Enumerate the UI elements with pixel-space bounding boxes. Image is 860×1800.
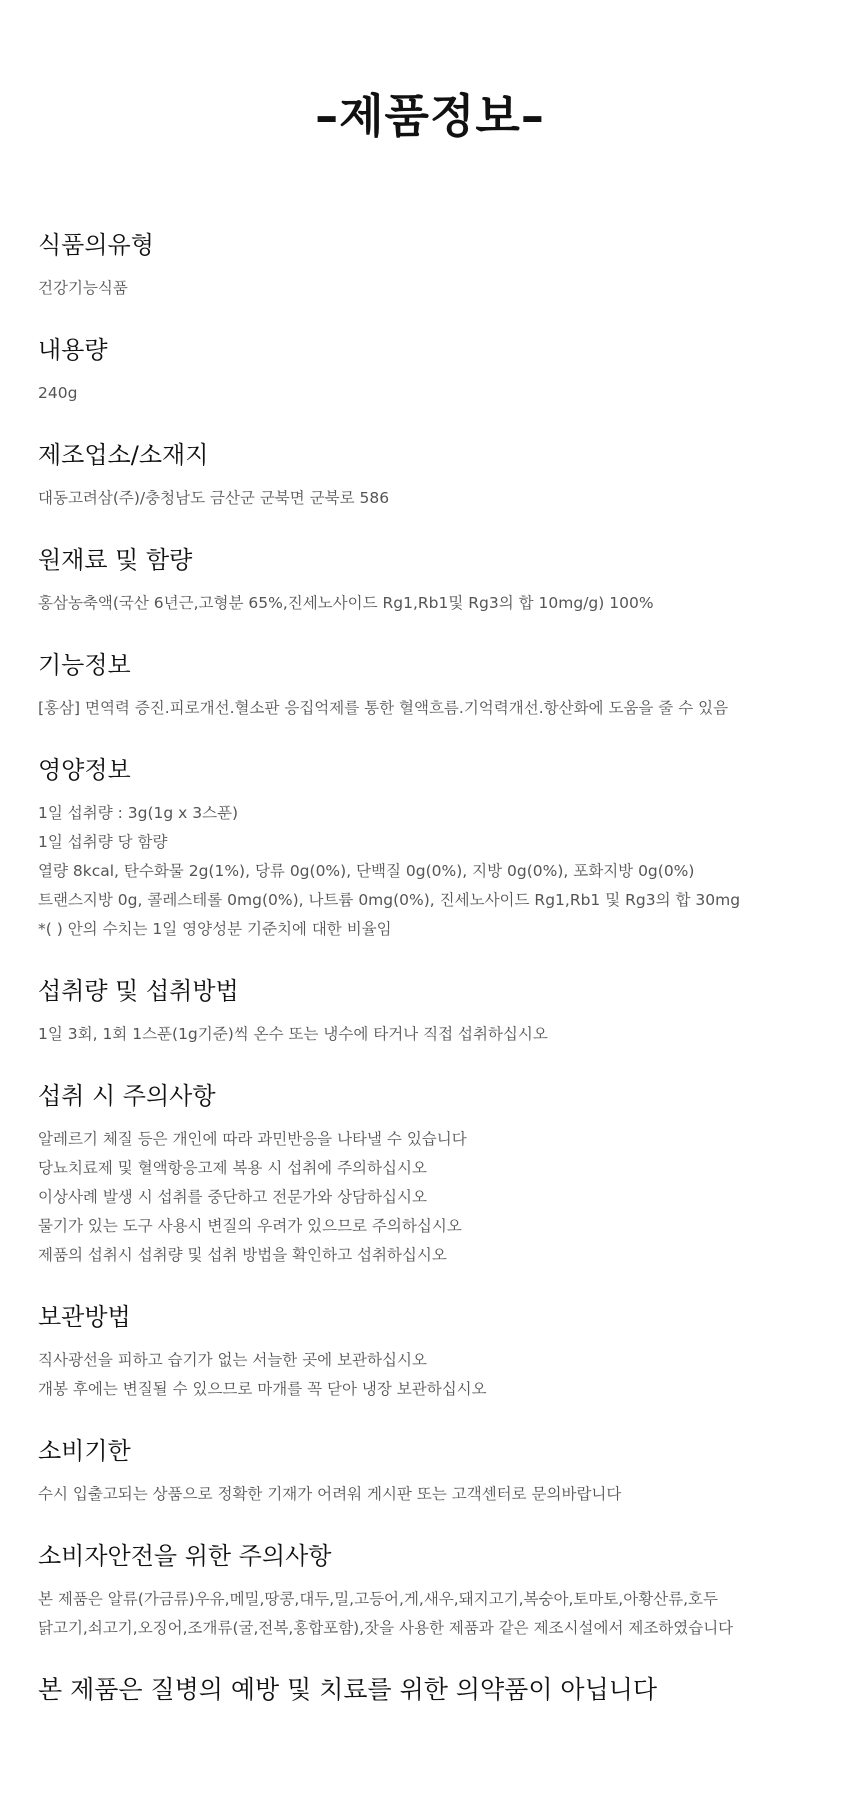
- section-text: 제품의 섭취시 섭취량 및 섭취 방법을 확인하고 섭취하십시오: [38, 1246, 447, 1264]
- section-function-info: [38, 648, 828, 723]
- section-text: 개봉 후에는 변질될 수 있으므로 마개를 꼭 닫아 냉장 보관하십시오: [38, 1380, 487, 1398]
- section-text: *( ) 안의 수치는 1일 영양성분 기준치에 대한 비율임: [38, 920, 392, 938]
- info-sections: [38, 228, 828, 1673]
- disclaimer-note: 본 제품은 질병의 예방 및 치료를 위한 의약품이 아닙니다: [38, 1675, 658, 1704]
- section-title: 섭취 시 주의사항: [38, 1082, 216, 1110]
- section-title: 섭취량 및 섭취방법: [38, 977, 239, 1005]
- section-text: 본 제품은 알류(가금류)우유,메밀,땅콩,대두,밀,고등어,게,새우,돼지고기,복숭아,토마토,아황산류,호두: [38, 1590, 718, 1608]
- section-text: 당뇨치료제 및 혈액항응고제 복용 시 섭취에 주의하십시오: [38, 1159, 427, 1177]
- section-title: 보관방법: [38, 1303, 131, 1331]
- section-text: 1일 섭취량 : 3g(1g x 3스푼): [38, 804, 239, 822]
- section-food-type: [38, 228, 828, 303]
- section-title: 내용량: [38, 336, 108, 364]
- section-text: 닭고기,쇠고기,오징어,조개류(굴,전복,홍합포함),잣을 사용한 제품과 같은 제조시설에서 제조하였습니다: [38, 1619, 734, 1637]
- section-text: 이상사례 발생 시 섭취를 중단하고 전문가와 상담하십시오: [38, 1188, 427, 1206]
- section-storage: [38, 1300, 828, 1404]
- section-content-amount: [38, 333, 828, 408]
- section-text: 건강기능식품: [38, 279, 128, 297]
- section-title: 식품의유형: [38, 231, 154, 259]
- section-manufacturer: [38, 438, 828, 513]
- section-text: 홍삼농축액(국산 6년근,고형분 65%,진세노사이드 Rg1,Rb1및 Rg3의 합 10mg/g) 100%: [38, 594, 654, 612]
- section-text: 1일 3회, 1회 1스푼(1g기준)씩 온수 또는 냉수에 타거나 직접 섭취하십시오: [38, 1025, 548, 1043]
- section-text: 알레르기 체질 등은 개인에 따라 과민반응을 나타낼 수 있습니다: [38, 1130, 467, 1148]
- section-expiration: [38, 1434, 828, 1509]
- section-text: 열량 8kcal, 탄수화물 2g(1%), 당류 0g(0%), 단백질 0g(0%), 지방 0g(0%), 포화지방 0g(0%): [38, 862, 695, 880]
- section-title: 원재료 및 함량: [38, 546, 193, 574]
- section-title: 소비자안전을 위한 주의사항: [38, 1542, 332, 1570]
- section-title: 기능정보: [38, 651, 131, 679]
- section-title: 영양정보: [38, 756, 131, 784]
- section-text: 대동고려삼(주)/충청남도 금산군 군북면 군북로 586: [38, 489, 390, 507]
- section-text: 직사광선을 피하고 습기가 없는 서늘한 곳에 보관하십시오: [38, 1351, 427, 1369]
- section-text: 1일 섭취량 당 함량: [38, 833, 168, 851]
- section-intake-method: [38, 974, 828, 1049]
- section-consumer-safety: [38, 1539, 828, 1643]
- section-title: 제조업소/소재지: [38, 441, 209, 469]
- section-nutrition: [38, 753, 828, 944]
- section-intake-cautions: [38, 1079, 828, 1270]
- section-text: [홍삼] 면역력 증진.피로개선.혈소판 응집억제를 통한 혈액흐름.기억력개선.항산화에 도움을 줄 수 있음: [38, 699, 729, 717]
- section-text: 물기가 있는 도구 사용시 변질의 우려가 있으므로 주의하십시오: [38, 1217, 462, 1235]
- section-text: 240g: [38, 384, 78, 402]
- section-ingredients: [38, 543, 828, 618]
- section-text: 트랜스지방 0g, 콜레스테롤 0mg(0%), 나트륨 0mg(0%), 진세노사이드 Rg1,Rb1 및 Rg3의 합 30mg: [38, 891, 741, 909]
- section-title: 소비기한: [38, 1437, 131, 1465]
- section-text: 수시 입출고되는 상품으로 정확한 기재가 어려워 게시판 또는 고객센터로 문의바랍니다: [38, 1485, 622, 1503]
- page-title: –제품정보–: [315, 89, 545, 143]
